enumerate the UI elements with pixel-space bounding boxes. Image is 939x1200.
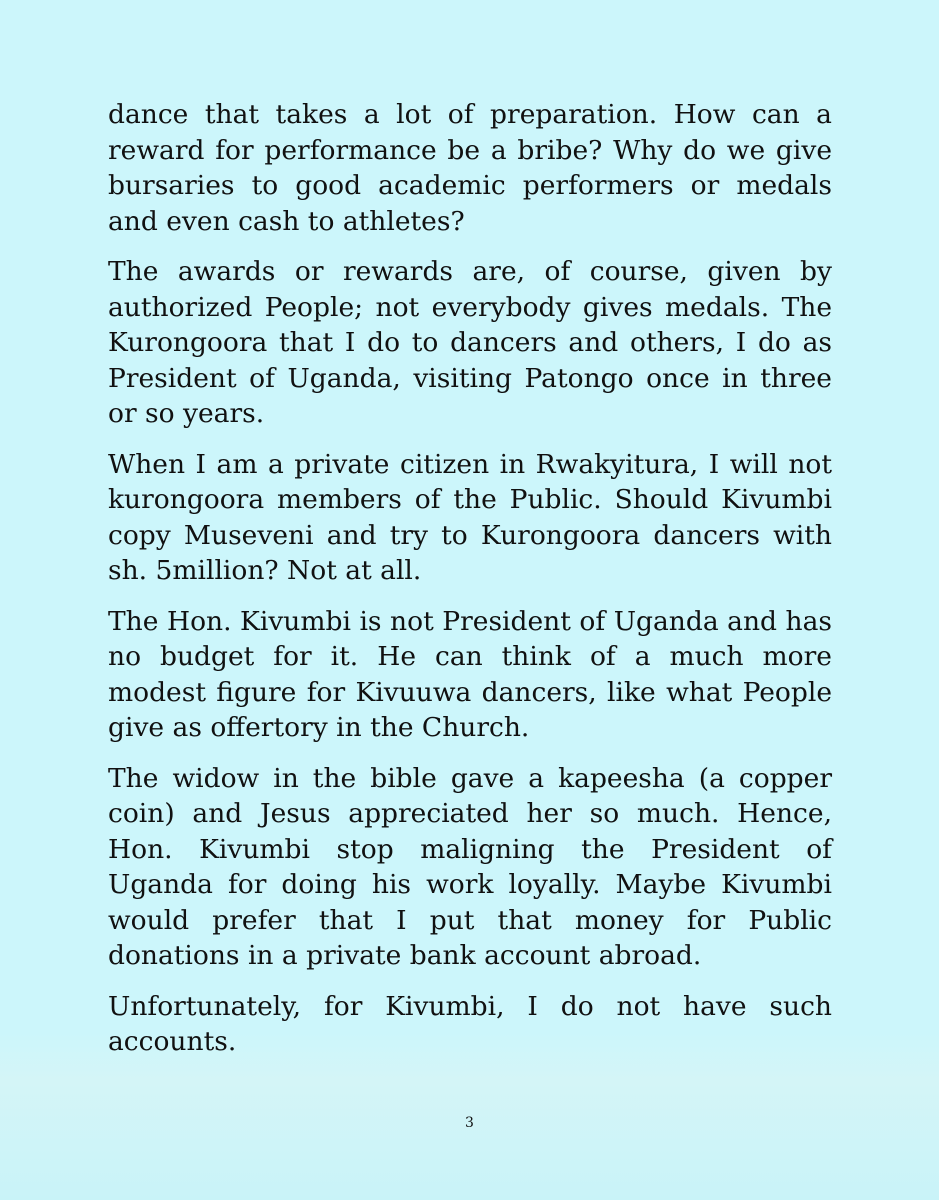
paragraph-6: Unfortunately, for Kivumbi, I do not have such accounts. [108,990,832,1057]
page-number: 3 [465,1115,474,1131]
letter-body [108,97,832,1075]
paragraph-5: The widow in the bible gave a kapeesha (a copper coin) and Jesus appreciated her so much. Hence, Hon. Kivumbi stop maligning the President of Uganda for doing his work loyally. Maybe Kivumbi would prefer that I put that money for Public donations in a private bank account abroad. [108,762,832,971]
paragraph-1: dance that takes a lot of preparation. How can a reward for performance be a bribe? Why do we give bursaries to good academic performers or medals and even cash to athletes? [108,99,832,237]
paragraph-4: The Hon. Kivumbi is not President of Uganda and has no budget for it. He can think of a much more modest figure for Kivuuwa dancers, like what People give as offertory in the Church. [108,605,832,743]
paragraph-2: The awards or rewards are, of course, given by authorized People; not everybody gives medals. The Kurongoora that I do to dancers and others, I do as President of Uganda, visiting Patongo once in three or so years. [108,256,832,429]
paragraph-3: When I am a private citizen in Rwakyitura, I will not kurongoora members of the Public. Should Kivumbi copy Museveni and try to Kurongoora dancers with sh. 5million? Not at all. [108,448,832,586]
